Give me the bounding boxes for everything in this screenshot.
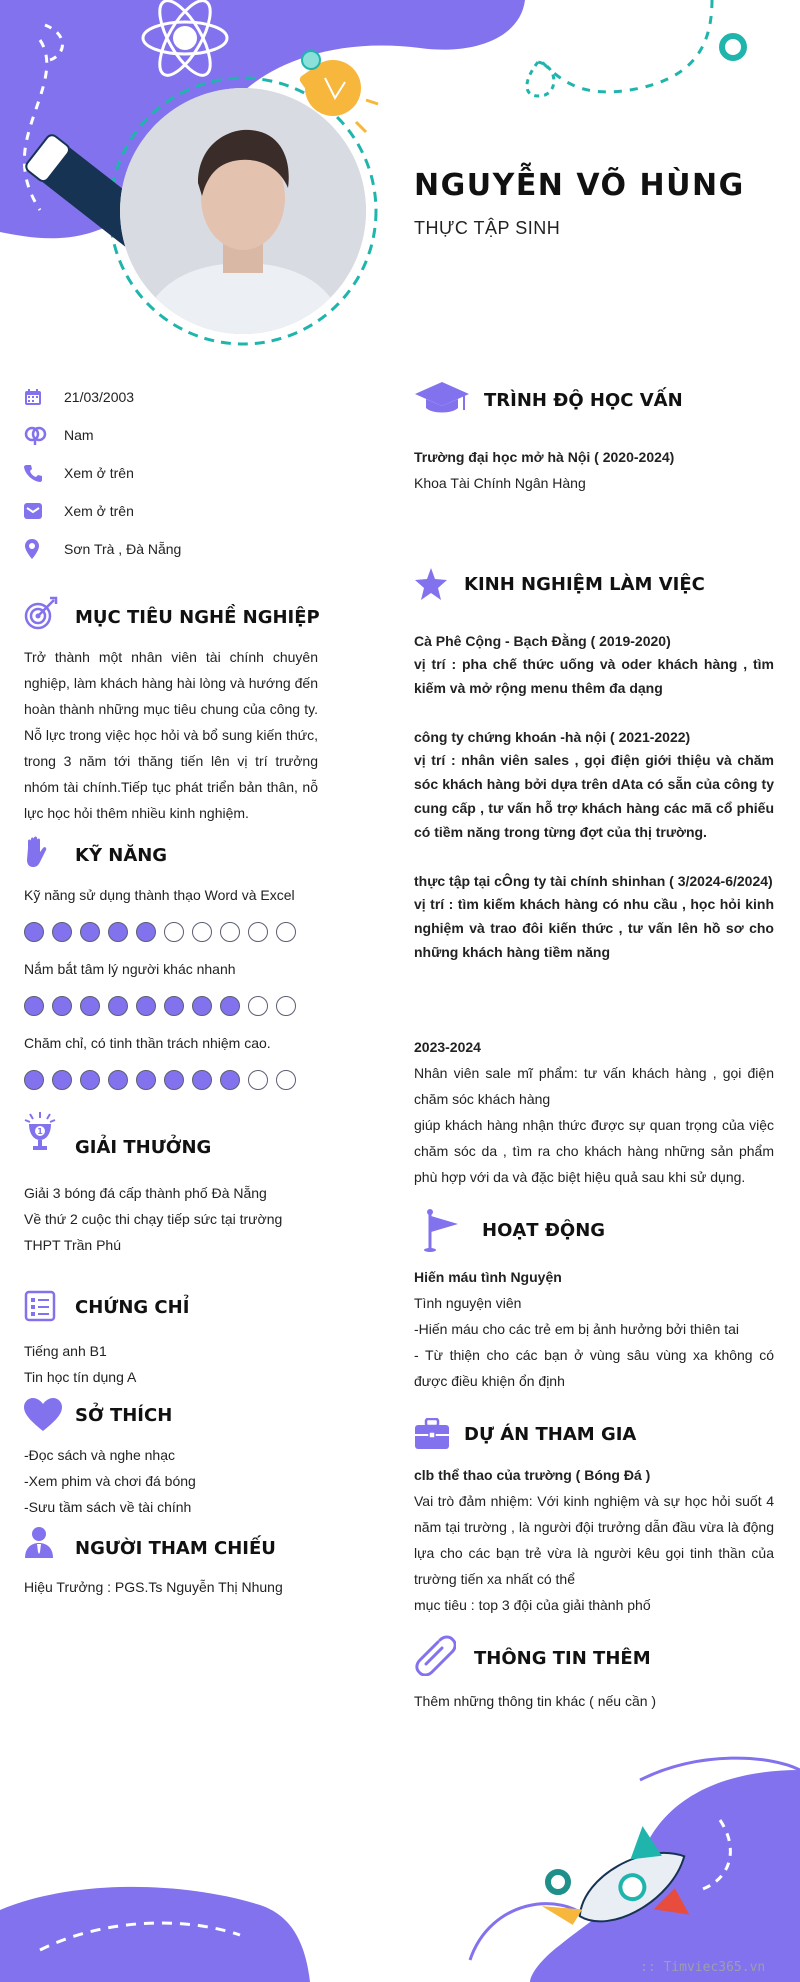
extra-experience-text: Nhân viên sale mĩ phẩm: tư vấn khách hàng , gọi điện chăm sóc khách hàng giúp khách hàng nhận thức được sự quan trọng của việc chăm sóc da , tìm ra cho khách hàng những sản phẩm phù hợp với da và đặc biệt hiệu quả sau khi sử dụng. <box>414 1065 774 1185</box>
rating-dot-filled <box>220 1070 240 1090</box>
flag-icon <box>424 1208 460 1257</box>
certificate-list-icon <box>24 1290 56 1327</box>
rating-dot-empty <box>276 1070 296 1090</box>
info-birthday <box>24 384 134 410</box>
rating-dot-filled <box>24 1070 44 1090</box>
rating-dot-filled <box>136 922 156 942</box>
experience-title: KINH NGHIỆM LÀM VIỆC <box>464 574 705 595</box>
rating-dot-empty <box>276 996 296 1016</box>
job-company-2: thực tập tại cÔng ty tài chính shinhan ( 3/2024-6/2024) <box>414 873 773 889</box>
additional-text: Thêm những thông tin khác ( nếu cần ) <box>414 1693 657 1709</box>
rating-dot-empty <box>248 996 268 1016</box>
education-school: Trường đại học mở hà Nội ( 2020-2024) <box>414 449 675 465</box>
location-pin-icon <box>24 538 54 560</box>
address-text: Sơn Trà , Đà Nẵng <box>64 541 182 557</box>
graduation-cap-icon <box>414 380 470 421</box>
rating-dot-filled <box>52 1070 72 1090</box>
phone-text: Xem ở trên <box>64 465 134 481</box>
activities-org: Hiến máu tình Nguyện <box>414 1269 562 1285</box>
paperclip-icon <box>414 1634 456 1681</box>
rating-dot-filled <box>24 996 44 1016</box>
briefcase-icon <box>414 1418 450 1455</box>
certificates-title: CHỨNG CHỈ <box>75 1297 190 1318</box>
profile-photo <box>120 88 366 334</box>
job-desc-2: vị trí : tìm kiếm khách hàng có nhu cầu , học hỏi kinh nghiệm và trao đôi kiến thức , tư vấn lên hồ sơ cho những khách hàng tiềm năng <box>414 896 774 960</box>
phone-icon <box>24 462 54 484</box>
star-icon <box>414 568 448 605</box>
rating-dot-empty <box>192 922 212 942</box>
rating-dot-filled <box>24 922 44 942</box>
skill-name-0: Kỹ năng sử dụng thành thạo Word và Excel <box>24 887 295 903</box>
candidate-name: NGUYỄN VÕ HÙNG <box>414 168 745 203</box>
rating-dot-filled <box>52 922 72 942</box>
info-email <box>24 498 134 524</box>
job-desc-1: vị trí : nhân viên sales , gọi điện giới thiệu và chăm sóc khách hàng bởi dựa trên dAta có sẵn của công ty cung cấp , tư vấn hỗ trợ khách hàng các mã cổ phiếu có tiềm năng trong từng đợt của thị trường. <box>414 752 774 840</box>
rating-dot-empty <box>220 922 240 942</box>
hobbies-title: SỞ THÍCH <box>75 1405 173 1426</box>
rating-dot-filled <box>192 996 212 1016</box>
additional-title: THÔNG TIN THÊM <box>474 1648 651 1669</box>
heart-icon <box>24 1398 62 1437</box>
rating-dot-filled <box>136 1070 156 1090</box>
objective-text: Trở thành một nhân viên tài chính chuyên nghiệp, làm khách hàng hài lòng và hướng đến hoàn thành những mục tiêu chung của công ty. Nỗ lực trong việc học hỏi và bổ sung kiến thức, trong 3 năm tới thăng tiến lên vị trí trưởng nhóm tài chính.Tiếp tục phát triển bản thân, nỗ lực học hỏi thêm nhiều kinh nghiệm. <box>24 649 318 821</box>
certificates-text: Tiếng anh B1 Tin học tín dụng A <box>24 1343 137 1385</box>
rating-dot-filled <box>108 922 128 942</box>
rating-dot-empty <box>276 922 296 942</box>
rating-dot-filled <box>164 996 184 1016</box>
awards-title: GIẢI THƯỞNG <box>75 1137 212 1158</box>
activities-text: Tình nguyện viên -Hiến máu cho các trẻ em bị ảnh hưởng bởi thiên tai - Từ thiện cho các bạn ở vùng sâu vùng xa không có được điều khiện ổn định <box>414 1295 774 1389</box>
person-icon <box>24 1526 54 1563</box>
rating-dot-filled <box>80 922 100 942</box>
info-phone <box>24 460 134 486</box>
references-title: NGƯỜI THAM CHIẾU <box>75 1538 276 1559</box>
skill-name-2: Chăm chỉ, có tinh thần trách nhiệm cao. <box>24 1035 271 1051</box>
rating-dot-empty <box>248 922 268 942</box>
gender-text: Nam <box>64 427 94 443</box>
extra-experience-year: 2023-2024 <box>414 1039 481 1055</box>
rating-dot-filled <box>52 996 72 1016</box>
skills-title: KỸ NĂNG <box>75 845 168 866</box>
info-address <box>24 536 181 562</box>
education-major: Khoa Tài Chính Ngân Hàng <box>414 475 586 491</box>
job-company-0: Cà Phê Cộng - Bạch Đằng ( 2019-2020) <box>414 633 671 649</box>
gender-icon <box>24 424 54 446</box>
rating-dot-filled <box>192 1070 212 1090</box>
rating-dot-filled <box>80 1070 100 1090</box>
watermark: :: Timviec365.vn <box>640 1960 766 1975</box>
rating-dot-empty <box>164 922 184 942</box>
info-gender <box>24 422 94 448</box>
skill-rating-1 <box>24 996 296 1016</box>
skill-rating-0 <box>24 922 296 942</box>
calendar-icon <box>24 386 54 408</box>
job-title: THỰC TẬP SINH <box>414 218 561 238</box>
awards-text: Giải 3 bóng đá cấp thành phố Đà Nẵng Về thứ 2 cuộc thi chạy tiếp sức tại trường THPT Trần Phú <box>24 1185 283 1253</box>
birthday-text: 21/03/2003 <box>64 389 135 405</box>
rating-dot-empty <box>248 1070 268 1090</box>
rating-dot-filled <box>80 996 100 1016</box>
objective-title: MỤC TIÊU NGHỀ NGHIỆP <box>75 607 320 628</box>
svg-text:1: 1 <box>37 1127 43 1136</box>
rating-dot-filled <box>220 996 240 1016</box>
rating-dot-filled <box>136 996 156 1016</box>
rating-dot-filled <box>108 996 128 1016</box>
activities-title: HOẠT ĐỘNG <box>482 1220 606 1241</box>
skill-rating-2 <box>24 1070 296 1090</box>
rating-dot-filled <box>108 1070 128 1090</box>
target-icon <box>24 596 58 635</box>
rating-dot-filled <box>164 1070 184 1090</box>
email-text: Xem ở trên <box>64 503 134 519</box>
references-text: Hiệu Trưởng : PGS.Ts Nguyễn Thị Nhung <box>24 1579 283 1595</box>
education-title: TRÌNH ĐỘ HỌC VẤN <box>484 390 683 411</box>
trophy-icon <box>24 1112 56 1157</box>
email-icon <box>24 500 54 522</box>
raised-hand-icon <box>24 836 48 873</box>
job-desc-0: vị trí : pha chế thức uống và oder khách hàng , tìm kiếm và mở rộng menu thêm đa dạng <box>414 656 774 696</box>
projects-text: Vai trò đảm nhiệm: Với kinh nghiệm và sự học hỏi suốt 4 năm tại trường , là người đội trưởng dẫn đầu vừa là động lựa cho các bạn trẻ vừa là người kêu gọi tinh thần của trường tiến xa nhất có thể mục tiêu : top 3 đội của giải thành phố <box>414 1493 774 1613</box>
hobbies-text: -Đọc sách và nghe nhạc -Xem phim và chơi đá bóng -Sưu tầm sách về tài chính <box>24 1447 196 1515</box>
projects-name: clb thể thao của trường ( Bóng Đá ) <box>414 1467 651 1483</box>
projects-title: DỰ ÁN THAM GIA <box>464 1424 637 1445</box>
skill-name-1: Nắm bắt tâm lý người khác nhanh <box>24 961 236 977</box>
job-company-1: công ty chứng khoán -hà nội ( 2021-2022) <box>414 729 691 745</box>
